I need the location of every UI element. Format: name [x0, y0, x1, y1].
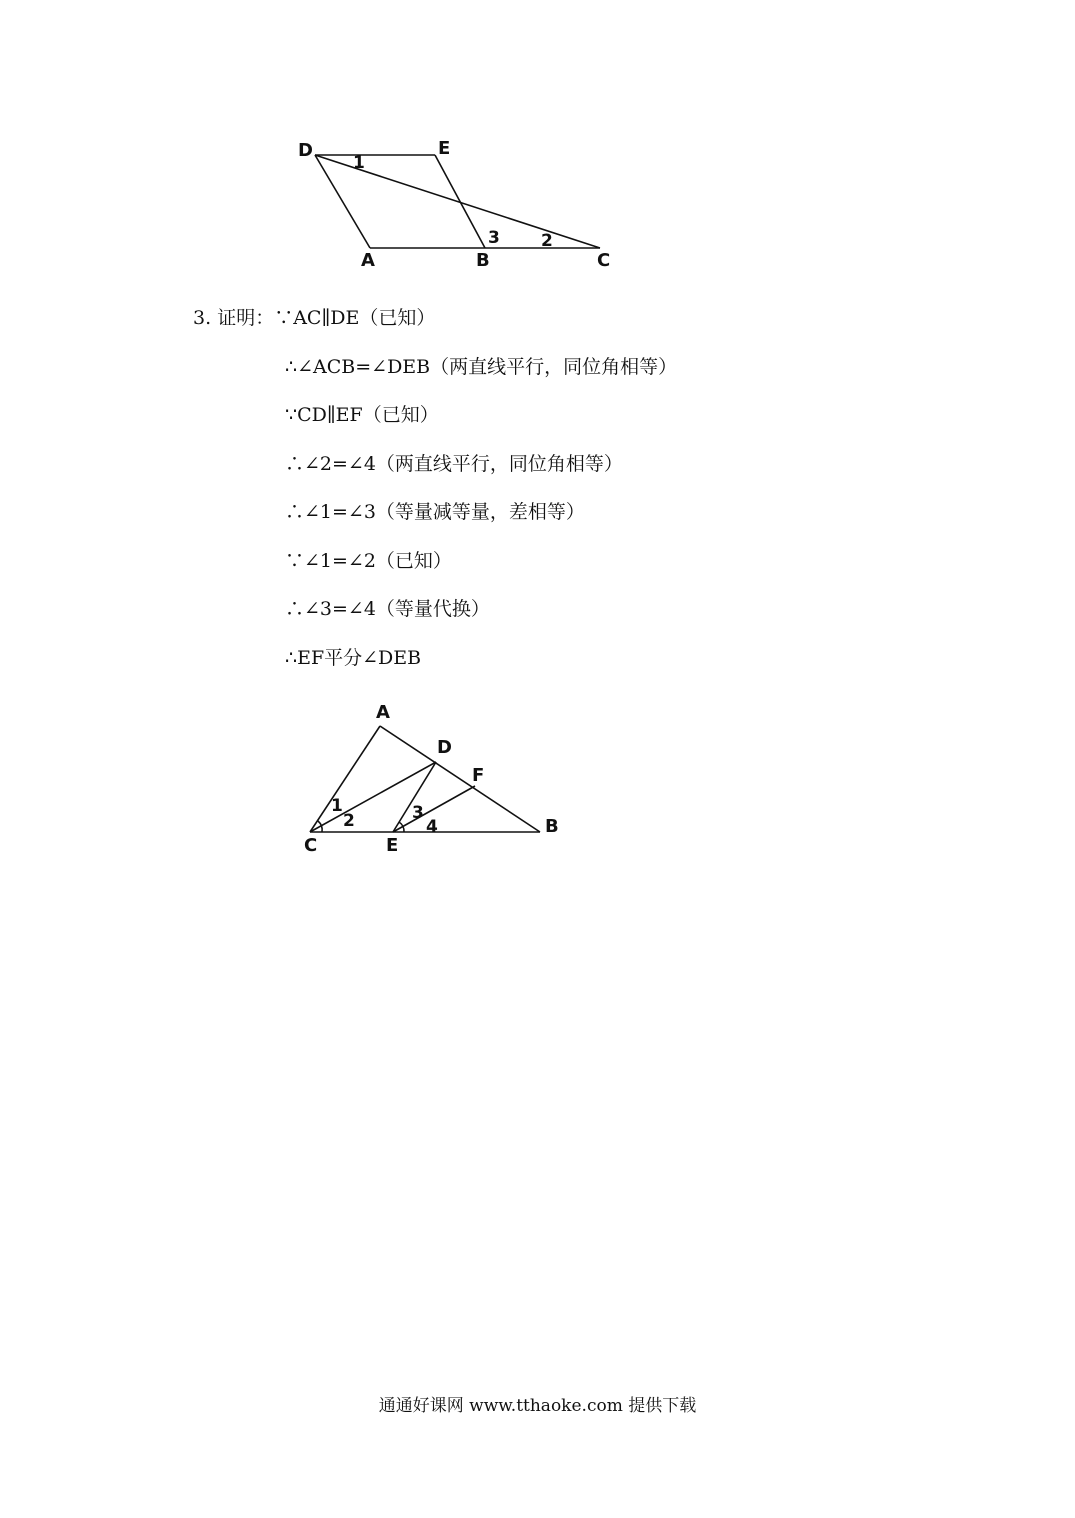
- angle-label-2b: 2: [343, 811, 355, 831]
- label-B2: B: [545, 816, 559, 837]
- label-A2: A: [376, 702, 390, 723]
- proof-line-6: ∵∠1=∠2（已知）: [285, 550, 452, 572]
- angle-label-4b: 4: [426, 817, 438, 837]
- proof-line-7: ∴∠3=∠4（等量代换）: [285, 598, 490, 620]
- proof-title: 证明：: [217, 307, 275, 329]
- footer-text: 通通好课网 www.tthaoke.com 提供下载: [378, 1396, 697, 1416]
- proof-line-2: ∴∠ACB=∠DEB（两直线平行，同位角相等）: [285, 356, 678, 378]
- angle-label-1: 1: [353, 153, 365, 173]
- proof-line-4: ∴∠2=∠4（两直线平行，同位角相等）: [285, 453, 623, 475]
- angle-label-3: 3: [488, 228, 500, 248]
- proof-line-3: ∵CD∥EF（已知）: [285, 404, 439, 426]
- label-D: D: [298, 140, 313, 161]
- angle-label-3b: 3: [412, 803, 424, 823]
- proof-line-8: ∴EF平分∠DEB: [285, 647, 422, 669]
- label-D2: D: [437, 737, 452, 758]
- label-E2: E: [386, 835, 399, 856]
- angle-label-2: 2: [541, 231, 553, 251]
- label-E: E: [438, 138, 451, 159]
- label-C: C: [597, 250, 611, 271]
- proof-line-1: ∵AC∥DE（已知）: [274, 307, 436, 329]
- label-C2: C: [304, 835, 318, 856]
- angle-label-1b: 1: [331, 796, 343, 816]
- label-B: B: [476, 250, 490, 271]
- label-A: A: [361, 250, 375, 271]
- label-F2: F: [472, 765, 485, 786]
- proof-line-5: ∴∠1=∠3（等量减等量，差相等）: [285, 501, 585, 523]
- proof-number: 3.: [193, 307, 212, 329]
